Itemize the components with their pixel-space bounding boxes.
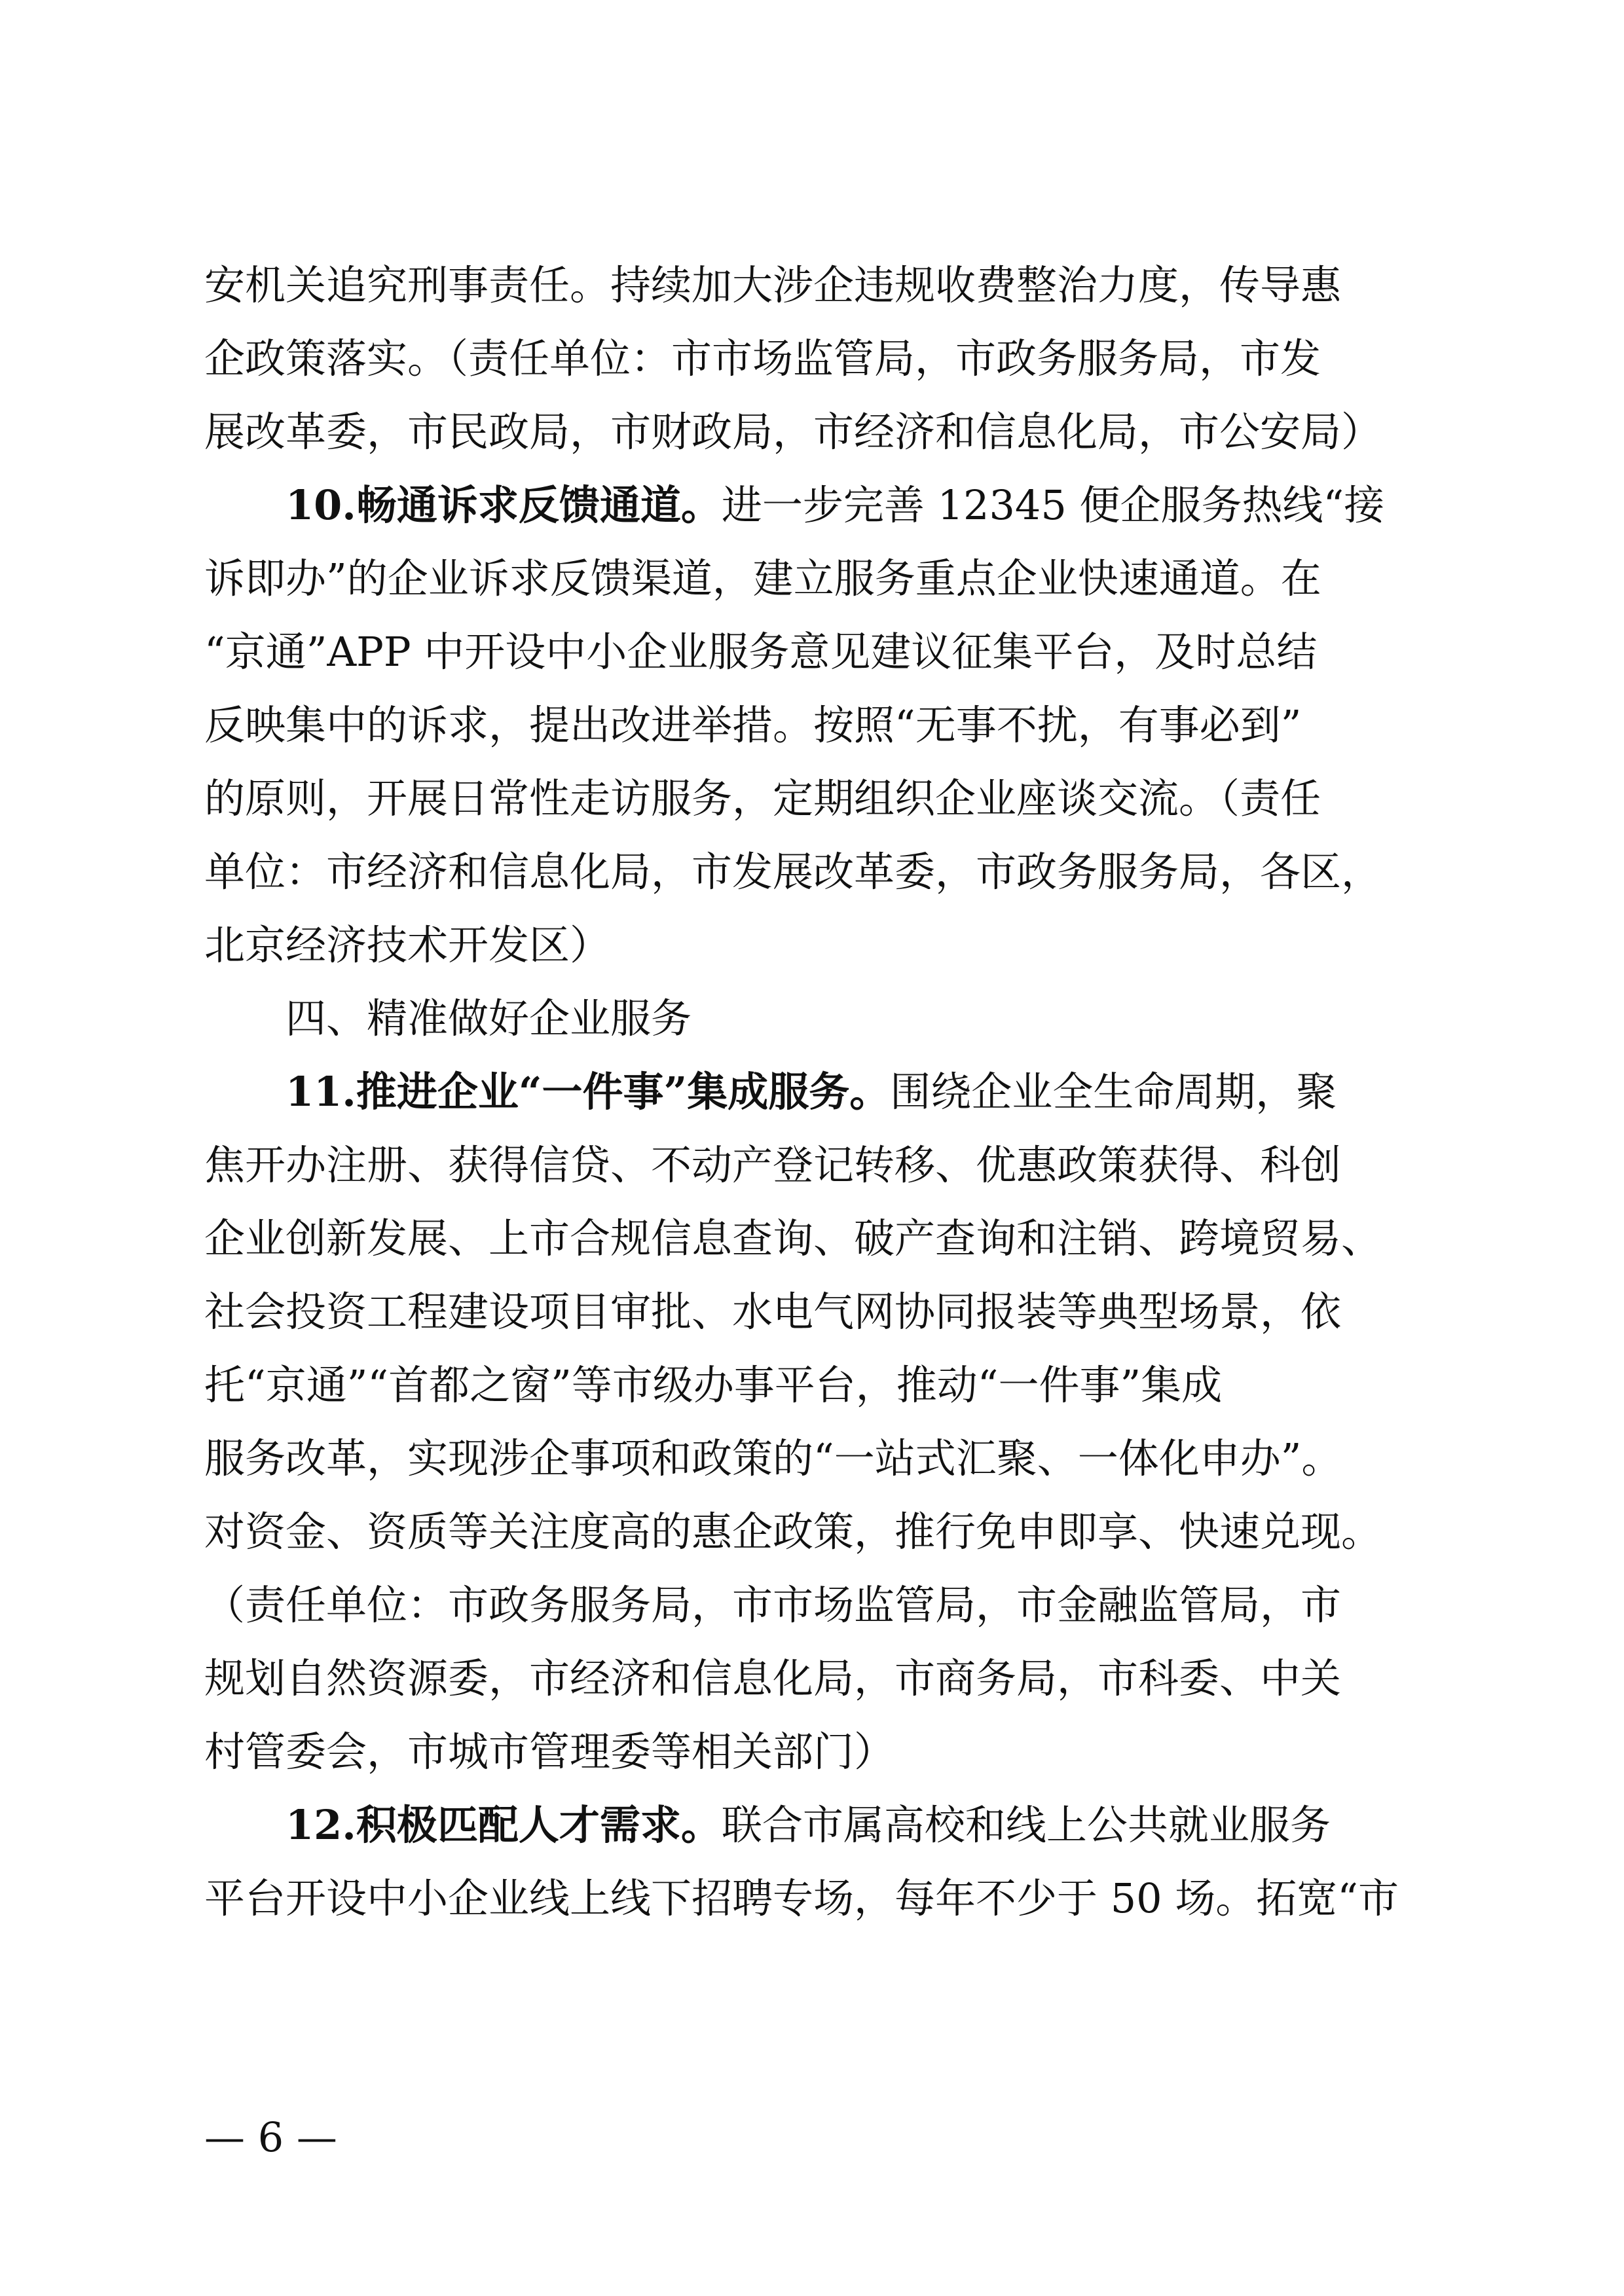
line-text: 对资金、资质等关注度高的惠企政策，推行免申即享、快速兑现。 [204,1508,1382,1556]
text-line-18 [204,1495,1416,1569]
line-text: “京通”APP 中开设中小企业服务意见建议征集平台，及时总结 [204,628,1318,676]
line-text: 单位：市经济和信息化局，市发展改革委，市政务服务局，各区， [204,848,1382,896]
section-heading [204,982,1416,1055]
text-line-5 [204,542,1416,615]
text-line-23 [204,1862,1416,1935]
document-body [204,249,1416,1935]
line-text: 北京经济技术开发区） [204,921,611,969]
text-line-10 [204,909,1416,982]
text-line-9 [204,835,1416,909]
item-10-first-line [204,469,1416,542]
line-text: 服务改革，实现涉企事项和政策的“一站式汇聚、一体化申办”。 [204,1434,1342,1482]
text-line-1 [204,249,1416,322]
item-10-title: 10.畅通诉求反馈通道。 [286,481,722,529]
section-heading-text: 四、精准做好企业服务 [286,994,692,1042]
text-line-13 [204,1129,1416,1202]
line-text: 展改革委，市民政局，市财政局，市经济和信息化局，市公安局） [204,408,1382,456]
item-12-first-line [204,1789,1416,1862]
text-line-16 [204,1349,1416,1422]
item-11-first-line [204,1055,1416,1129]
line-text: 企政策落实。（责任单位：市市场监管局，市政务服务局，市发 [204,335,1321,382]
line-text: 社会投资工程建设项目审批、水电气网协同报装等典型场景，依 [204,1288,1342,1336]
line-text: 的原则，开展日常性走访服务，定期组织企业座谈交流。（责任 [204,774,1321,822]
item-12-title: 12.积极匹配人才需求。 [286,1801,722,1849]
line-text: （责任单位：市政务服务局，市市场监管局，市金融监管局，市 [204,1581,1342,1629]
text-line-15 [204,1275,1416,1349]
text-line-17 [204,1422,1416,1495]
line-text: 诉即办”的企业诉求反馈渠道，建立服务重点企业快速通道。在 [204,555,1321,602]
text-line-19 [204,1569,1416,1642]
line-text: 进一步完善 12345 便企服务热线“接 [721,481,1385,529]
text-line-2 [204,322,1416,395]
line-text: 规划自然资源委，市经济和信息化局，市商务局，市科委、中关 [204,1654,1342,1702]
line-text: 联合市属高校和线上公共就业服务 [721,1801,1331,1849]
text-line-7 [204,689,1416,762]
item-11-title: 11.推进企业“一件事”集成服务。 [286,1068,891,1116]
text-line-8 [204,762,1416,835]
text-line-6 [204,615,1416,689]
text-line-20 [204,1642,1416,1715]
line-text: 村管委会，市城市管理委等相关部门） [204,1728,895,1776]
line-text: 企业创新发展、上市合规信息查询、破产查询和注销、跨境贸易、 [204,1214,1382,1262]
line-text: 托“京通”“首都之窗”等市级办事平台，推动“一件事”集成 [204,1361,1223,1409]
line-text: 安机关追究刑事责任。持续加大涉企违规收费整治力度，传导惠 [204,261,1342,309]
page-number: — 6 — [204,2113,337,2161]
line-text: 围绕企业全生命周期，聚 [890,1068,1337,1116]
text-line-3 [204,395,1416,469]
line-text: 反映集中的诉求，提出改进举措。按照“无事不扰，有事必到” [204,701,1302,749]
line-text: 焦开办注册、获得信贷、不动产登记转移、优惠政策获得、科创 [204,1141,1342,1189]
line-text: 平台开设中小企业线上线下招聘专场，每年不少于 50 场。拓宽“市 [204,1874,1399,1922]
text-line-14 [204,1202,1416,1275]
text-line-21 [204,1715,1416,1789]
